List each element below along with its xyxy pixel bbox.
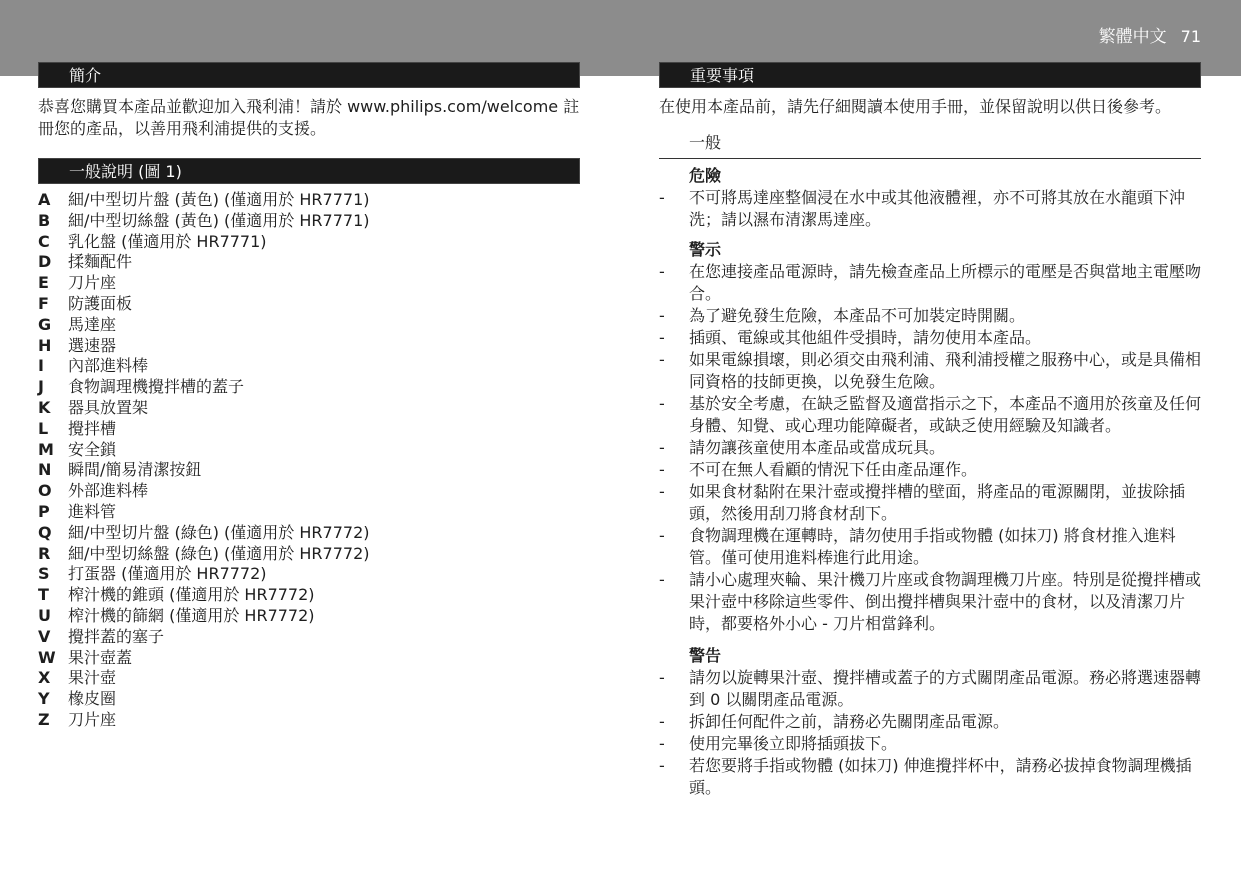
bullet-dash: -: [659, 734, 665, 753]
intro-heading: 簡介: [38, 62, 580, 88]
feature-text: 防護面板: [68, 293, 133, 313]
important-heading: 重要事項: [659, 62, 1201, 88]
feature-item: [38, 689, 580, 710]
feature-item: [38, 252, 580, 273]
bullet-dash: -: [659, 712, 665, 731]
feature-item: [38, 627, 580, 648]
feature-item: [38, 419, 580, 440]
feature-text: 果汁壺: [68, 668, 117, 688]
bullet-dash: -: [659, 350, 665, 369]
feature-item: [38, 273, 580, 294]
bullet-item: [659, 349, 1201, 393]
feature-item: [38, 523, 580, 544]
warning-list: [659, 261, 1201, 635]
feature-letter: C: [38, 231, 50, 251]
feature-text: 攪拌蓋的塞子: [68, 626, 165, 646]
feature-letter: I: [38, 356, 44, 376]
feature-letter: F: [38, 293, 49, 313]
feature-item: [38, 211, 580, 232]
feature-letter: X: [38, 668, 51, 688]
caution-section: [659, 645, 1201, 799]
feature-item: [38, 377, 580, 398]
feature-letter: S: [38, 564, 50, 584]
feature-item: [38, 564, 580, 585]
feature-letter: K: [38, 397, 51, 417]
bullet-dash: -: [659, 482, 665, 501]
bullet-text: 不可在無人看顧的情況下任由產品運作。: [689, 460, 978, 479]
bullet-dash: -: [659, 188, 665, 207]
page-header: [1099, 22, 1201, 47]
danger-list: [659, 187, 1201, 231]
general-subheading: 一般: [659, 132, 1201, 159]
feature-item: [38, 648, 580, 669]
left-column: [38, 62, 580, 731]
bullet-text: 為了避免發生危險，本產品不可加裝定時開關。: [689, 306, 1026, 325]
feature-item: [38, 481, 580, 502]
feature-text: 攪拌槽: [68, 418, 117, 438]
bullet-dash: -: [659, 306, 665, 325]
bullet-item: [659, 459, 1201, 481]
bullet-text: 請勿以旋轉果汁壺、攪拌槽或蓋子的方式關閉產品電源。務必將選速器轉到 0 以關閉產品電源。: [689, 668, 1202, 709]
important-paragraph: 在使用本產品前，請先仔細閱讀本使用手冊，並保留說明以供日後參考。: [659, 97, 1172, 116]
bullet-item: [659, 525, 1201, 569]
feature-text: 榨汁機的篩網 (僅適用於 HR7772): [68, 605, 315, 625]
feature-item: [38, 356, 580, 377]
feature-item: [38, 336, 580, 357]
bullet-dash: -: [659, 438, 665, 457]
bullet-dash: -: [659, 526, 665, 545]
feature-text: 器具放置架: [68, 397, 149, 417]
bullet-item: [659, 569, 1201, 635]
bullet-text: 請小心處理夾輪、果汁機刀片座或食物調理機刀片座。特別是從攪拌槽或果汁壺中移除這些零件、倒出攪拌槽與果汁壺中的食材，以及清潔刀片時，都要格外小心 - 刀片相當鋒利。: [689, 570, 1202, 633]
feature-item: [38, 315, 580, 336]
bullet-item: [659, 261, 1201, 305]
bullet-item: [659, 327, 1201, 349]
feature-letter: L: [38, 418, 49, 438]
feature-item: [38, 232, 580, 253]
feature-letter: Y: [38, 689, 50, 709]
page-number: 71: [1180, 27, 1201, 46]
bullet-item: [659, 187, 1201, 231]
feature-text: 馬達座: [68, 314, 117, 334]
feature-item: [38, 668, 580, 689]
danger-section: [659, 165, 1201, 231]
feature-text: 細/中型切片盤 (綠色) (僅適用於 HR7772): [68, 522, 370, 542]
feature-text: 食物調理機攪拌槽的蓋子: [68, 377, 245, 397]
feature-letter: T: [38, 585, 49, 605]
feature-list: [38, 190, 580, 731]
feature-letter: E: [38, 273, 49, 293]
bullet-item: [659, 733, 1201, 755]
bullet-text: 若您要將手指或物體 (如抹刀) 伸進攪拌杯中，請務必拔掉食物調理機插頭。: [689, 756, 1192, 797]
feature-text: 果汁壺蓋: [68, 647, 133, 667]
bullet-dash: -: [659, 328, 665, 347]
feature-letter: M: [38, 439, 54, 459]
feature-text: 細/中型切絲盤 (黃色) (僅適用於 HR7771): [68, 210, 370, 230]
feature-letter: N: [38, 460, 52, 480]
feature-text: 橡皮圈: [68, 689, 117, 709]
language-label: 繁體中文: [1098, 27, 1167, 47]
bullet-item: [659, 305, 1201, 327]
feature-text: 內部進料棒: [68, 356, 149, 376]
feature-item: [38, 606, 580, 627]
feature-item: [38, 710, 580, 731]
bullet-text: 基於安全考慮，在缺乏監督及適當指示之下，本產品不適用於孩童及任何身體、知覺、或心理功能障礙者，或缺乏使用經驗及知識者。: [689, 394, 1202, 435]
feature-text: 揉麵配件: [68, 252, 133, 272]
caution-title: 警告: [689, 646, 722, 665]
feature-letter: W: [38, 647, 56, 667]
feature-letter: R: [38, 543, 51, 563]
feature-item: [38, 460, 580, 481]
feature-text: 瞬間/簡易清潔按鈕: [68, 460, 202, 480]
bullet-text: 拆卸任何配件之前，請務必先關閉產品電源。: [689, 712, 1010, 731]
feature-item: [38, 190, 580, 211]
feature-text: 榨汁機的錐頭 (僅適用於 HR7772): [68, 585, 315, 605]
feature-text: 外部進料棒: [68, 481, 149, 501]
feature-letter: A: [38, 190, 51, 209]
caution-list: [659, 667, 1201, 799]
feature-text: 刀片座: [68, 709, 117, 729]
feature-text: 進料管: [68, 501, 117, 521]
bullet-dash: -: [659, 570, 665, 589]
feature-text: 刀片座: [68, 273, 117, 293]
feature-letter: H: [38, 335, 52, 355]
bullet-dash: -: [659, 756, 665, 775]
feature-letter: V: [38, 626, 51, 646]
bullet-text: 使用完畢後立即將插頭拔下。: [689, 734, 898, 753]
bullet-item: [659, 437, 1201, 459]
bullet-item: [659, 667, 1201, 711]
bullet-dash: -: [659, 460, 665, 479]
feature-item: [38, 440, 580, 461]
feature-letter: B: [38, 210, 51, 230]
warning-section: [659, 239, 1201, 635]
feature-item: [38, 398, 580, 419]
feature-letter: O: [38, 481, 52, 501]
bullet-item: [659, 393, 1201, 437]
feature-text: 細/中型切片盤 (黃色) (僅適用於 HR7771): [68, 190, 370, 209]
danger-title: 危險: [689, 166, 722, 185]
feature-letter: U: [38, 605, 51, 625]
bullet-dash: -: [659, 262, 665, 281]
bullet-dash: -: [659, 394, 665, 413]
bullet-dash: -: [659, 668, 665, 687]
feature-letter: Q: [38, 522, 52, 542]
feature-item: [38, 544, 580, 565]
bullet-text: 插頭、電線或其他組件受損時，請勿使用本產品。: [689, 328, 1042, 347]
feature-letter: G: [38, 314, 52, 334]
general-description-heading: 一般說明 (圖 1): [38, 158, 580, 184]
bullet-text: 請勿讓孩童使用本產品或當成玩具。: [689, 438, 946, 457]
feature-letter: J: [38, 377, 44, 397]
bullet-text: 食物調理機在運轉時，請勿使用手指或物體 (如抹刀) 將食材推入進料管。僅可使用進料棒進行此用途。: [689, 526, 1176, 567]
feature-text: 安全鎖: [68, 439, 117, 459]
bullet-text: 在您連接產品電源時，請先檢查產品上所標示的電壓是否與當地主電壓吻合。: [689, 262, 1202, 303]
feature-item: [38, 585, 580, 606]
bullet-item: [659, 481, 1201, 525]
intro-paragraph: 恭喜您購買本產品並歡迎加入飛利浦！請於 www.philips.com/welcome 註冊您的產品，以善用飛利浦提供的支援。: [38, 97, 580, 138]
feature-text: 選速器: [68, 335, 117, 355]
feature-letter: Z: [38, 709, 50, 729]
bullet-text: 不可將馬達座整個浸在水中或其他液體裡，亦不可將其放在水龍頭下沖洗；請以濕布清潔馬達座。: [689, 188, 1186, 229]
feature-text: 打蛋器 (僅適用於 HR7772): [68, 564, 267, 584]
bullet-text: 如果食材黏附在果汁壺或攪拌槽的壁面，將產品的電源關閉，並拔除插頭，然後用刮刀將食材刮下。: [689, 482, 1186, 523]
right-column: [659, 62, 1201, 799]
bullet-item: [659, 711, 1201, 733]
bullet-item: [659, 755, 1201, 799]
feature-letter: D: [38, 252, 52, 272]
feature-item: [38, 294, 580, 315]
feature-text: 乳化盤 (僅適用於 HR7771): [68, 231, 267, 251]
feature-item: [38, 502, 580, 523]
feature-text: 細/中型切絲盤 (綠色) (僅適用於 HR7772): [68, 543, 370, 563]
bullet-text: 如果電線損壞，則必須交由飛利浦、飛利浦授權之服務中心，或是具備相同資格的技師更換，以免發生危險。: [689, 350, 1202, 391]
warning-title: 警示: [689, 240, 722, 259]
feature-letter: P: [38, 501, 50, 521]
